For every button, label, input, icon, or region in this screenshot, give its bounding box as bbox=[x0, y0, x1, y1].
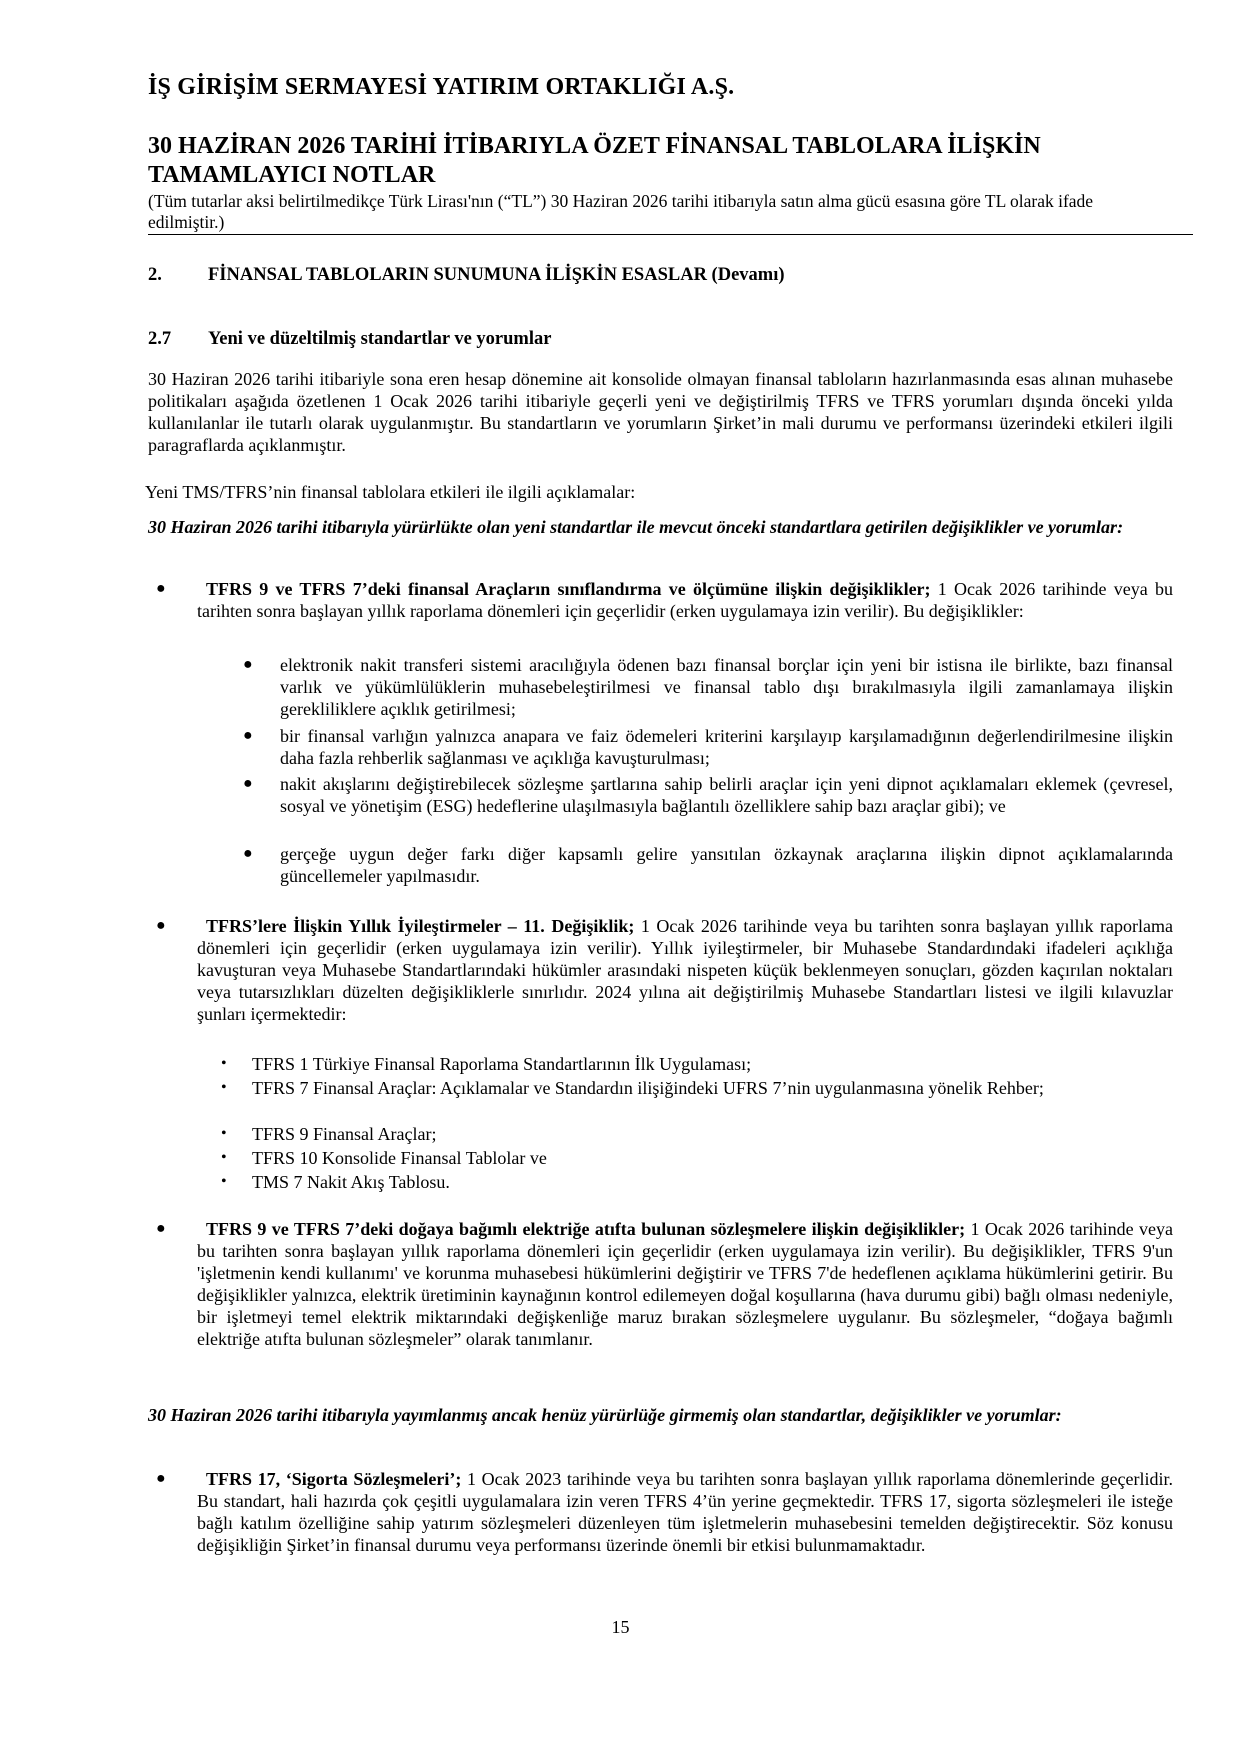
list-item-bold: TFRS’lere İlişkin Yıllık İyileştirmeler – 11. Değişiklik; bbox=[206, 916, 635, 936]
page-number: 15 bbox=[611, 1617, 630, 1637]
list-item-bold: TFRS 9 ve TFRS 7’deki finansal Araçların sınıflandırma ve ölçümüne ilişkin değişiklikler; bbox=[206, 579, 931, 599]
standard-list-item: TFRS 9 Finansal Araçlar; bbox=[252, 1124, 437, 1144]
list-item-nature-dependent-electricity bbox=[197, 1218, 1173, 1350]
small-bullet-icon: • bbox=[221, 1055, 227, 1072]
list-item-text bbox=[197, 1468, 1173, 1556]
small-bullet-icon: • bbox=[221, 1079, 227, 1096]
standard-list-item: TFRS 10 Konsolide Finansal Tablolar ve bbox=[252, 1148, 547, 1168]
company-name: İŞ GİRİŞİM SERMAYESİ YATIRIM ORTAKLIĞI A.Ş. bbox=[148, 74, 735, 100]
sub-list-item: bir finansal varlığın yalnızca anapara ve faiz ödemeleri kriterini karşılayıp karşılamadığının değerlendirilmesine ilişkin daha fazla rehberlik sağlanması ve açıklığa kavuşturulması; bbox=[280, 726, 1173, 768]
currency-note: (Tüm tutarlar aksi belirtilmedikçe Türk Lirası'nın (“TL”) 30 Haziran 2026 tarihi itibarıyla satın alma gücü esasına göre TL olarak ifade edilmiştir.) bbox=[148, 191, 1094, 232]
list-item-text bbox=[197, 915, 1173, 1025]
intro-sentence: Yeni TMS/TFRS’nin finansal tablolara etkileri ile ilgili açıklamalar: bbox=[145, 482, 636, 502]
list-item-tfrs9-classification bbox=[197, 578, 1173, 622]
sub-bullet-icon: ● bbox=[243, 727, 253, 744]
header-divider bbox=[148, 234, 1193, 235]
standard-list-item: TFRS 7 Finansal Araçlar: Açıklamalar ve Standardın ilişiğindeki UFRS 7’nin uygulanmasına yönelik Rehber; bbox=[252, 1078, 1044, 1098]
bullet-icon: ● bbox=[156, 580, 166, 597]
list-item-body: 1 Ocak 2026 tarihinde veya bu tarihten sonra başlayan yıllık raporlama dönemleri için geçerlidir (erken uygulamaya izin verilir). Bu değişiklikler: bbox=[197, 579, 1174, 621]
sub-bullet-icon: ● bbox=[243, 775, 253, 792]
small-bullet-icon: • bbox=[221, 1149, 227, 1166]
list-item-bold: TFRS 9 ve TFRS 7’deki doğaya bağımlı elektriğe atıfta bulunan sözleşmelere ilişkin değişiklikler; bbox=[206, 1219, 966, 1239]
standard-list-item: TFRS 1 Türkiye Finansal Raporlama Standartlarının İlk Uygulaması; bbox=[252, 1054, 752, 1074]
list-item-body: 1 Ocak 2026 tarihinde veya bu tarihten sonra başlayan yıllık raporlama dönemleri için geçerlidir (erken uygulamaya izin verilir). Bu değişiklikler, TFRS 9'un 'işletmenin kendi kullanımı' ve korunma muhasebesi hükümlerini değiştirir ve TFRS 7'de hedeflenen açıklama hükümlerini getirir. Bu değişiklikler yalnızca, elektrik üretiminin kaynağının kontrol edilemeyen doğal koşullarına (hava durumu gibi) bağlı olması nedeniyle, bir işletmeyi temel elektrik miktarındaki değişkenliğe maruz bırakan sözleşmelere uygulanır. Bu sözleşmeler, “doğaya bağımlı elektriğe atıfta bulunan sözleşmeler” olarak tanımlanır. bbox=[197, 1219, 1173, 1349]
intro-paragraph: 30 Haziran 2026 tarihi itibariyle sona eren hesap dönemine ait konsolide olmayan finansal tabloların hazırlanmasında esas alınan muhasebe politikaları aşağıda özetlenen 1 Ocak 2026 tarihi itibariyle geçerli yeni ve değiştirilmiş TFRS ve TFRS yorumları dışında önceki yılda kullanılanlar ile tutarlı olarak uygulanmıştır. Bu standartların ve yorumların Şirket’in mali durumu ve performansı üzerindeki etkileri ilgili paragraflarda açıklanmıştır. bbox=[148, 369, 1173, 455]
heading-effective-standards: 30 Haziran 2026 tarihi itibarıyla yürürlükte olan yeni standartlar ile mevcut önceki standartlara getirilen değişiklikler ve yorumlar: bbox=[148, 517, 1124, 537]
heading-issued-not-effective: 30 Haziran 2026 tarihi itibarıyla yayımlanmış ancak henüz yürürlüğe girmemiş olan standartlar, değişiklikler ve yorumlar: bbox=[148, 1405, 1062, 1425]
standard-list-item: TMS 7 Nakit Akış Tablosu. bbox=[252, 1172, 450, 1192]
document-title: 30 HAZİRAN 2026 TARİHİ İTİBARIYLA ÖZET FİNANSAL TABLOLARA İLİŞKİN TAMAMLAYICI NOTLAR bbox=[148, 133, 1041, 188]
sub-list-item: nakit akışlarını değiştirebilecek sözleşme şartlarına sahip belirli araçlar için yeni dipnot açıklamaları eklemek (çevresel, sosyal ve yönetişim (ESG) hedeflerine ulaşılmasıyla bağlantılı özelliklere sahip bazı araçlar gibi); ve bbox=[280, 774, 1173, 816]
bullet-icon: ● bbox=[156, 917, 166, 934]
small-bullet-icon: • bbox=[221, 1125, 227, 1142]
sub-list-item: elektronik nakit transferi sistemi aracılığıyla ödenen bazı finansal borçlar için yeni bir istisna ile birlikte, bazı finansal varlık ve yükümlülüklerin muhasebeleştirilmesi ve finansal tablo dışı bırakılmasıyla ilgili zamanlamaya ilişkin gerekliliklere açıklık getirilmesi; bbox=[280, 655, 1173, 719]
small-bullet-icon: • bbox=[221, 1173, 227, 1190]
list-item-text bbox=[197, 1218, 1173, 1350]
list-item-tfrs17 bbox=[197, 1468, 1173, 1556]
list-item-body: 1 Ocak 2023 tarihinde veya bu tarihten sonra başlayan yıllık raporlama dönemlerinde geçerlidir. Bu standart, hali hazırda çok çeşitli uygulamalara izin veren TFRS 4’ün yerine geçmektedir. TFRS 17, sigorta sözleşmeleri ile isteğe bağlı katılım özelliğine sahip yatırım sözleşmeleri düzenleyen tüm işletmelerin muhasebesini temelden değiştirecektir. Söz konusu değişikliğin Şirket’in finansal durumu veya performansı üzerinde önemli bir etkisi bulunmamaktadır. bbox=[197, 1469, 1173, 1555]
list-item-bold: TFRS 17, ‘Sigorta Sözleşmeleri’; bbox=[206, 1469, 462, 1489]
list-item-body: 1 Ocak 2026 tarihinde veya bu tarihten sonra başlayan yıllık raporlama dönemleri için geçerlidir (erken uygulamaya izin verilir). Yıllık iyileştirmeler, bir Muhasebe Standardındaki ifadeleri açıklığa kavuşturan veya Muhasebe Standartlarındaki hükümler arasındaki nispeten küçük beklenmeyen sonuçları, gözden kaçırılan noktaları veya tutarsızlıkları düzelten değişikliklerle sınırlıdır. 2024 yılına ait değiştirilmiş Muhasebe Standartları listesi ve ilgili kılavuzlar şunları içermektedir: bbox=[197, 916, 1173, 1024]
subsection-number: 2.7 bbox=[148, 329, 172, 349]
list-item-annual-improvements bbox=[197, 915, 1173, 1025]
bullet-icon: ● bbox=[156, 1470, 166, 1487]
sub-bullet-icon: ● bbox=[243, 656, 253, 673]
subsection-title: Yeni ve düzeltilmiş standartlar ve yorumlar bbox=[208, 329, 552, 349]
section-title: FİNANSAL TABLOLARIN SUNUMUNA İLİŞKİN ESASLAR (Devamı) bbox=[208, 265, 785, 285]
section-number: 2. bbox=[148, 265, 162, 285]
sub-list-item: gerçeğe uygun değer farkı diğer kapsamlı gelire yansıtılan özkaynak araçlarına ilişkin dipnot açıklamalarında güncellemeler yapılmasıdır. bbox=[280, 844, 1173, 886]
bullet-icon: ● bbox=[156, 1220, 166, 1237]
list-item-text bbox=[197, 578, 1173, 622]
sub-bullet-icon: ● bbox=[243, 845, 253, 862]
